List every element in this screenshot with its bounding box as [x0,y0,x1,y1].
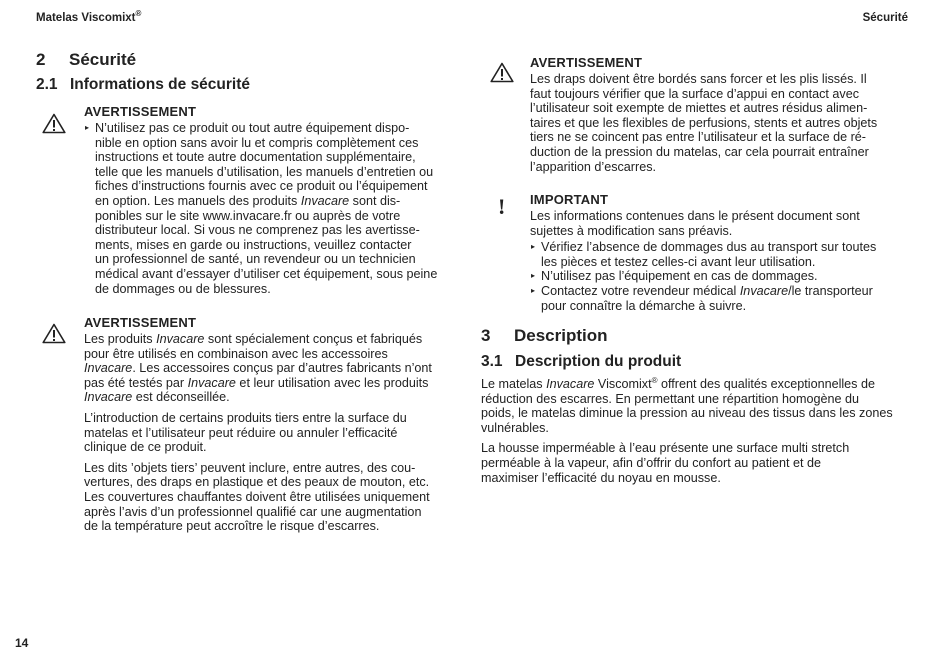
warning-triangle-icon [42,113,66,134]
warning-triangle-icon [490,62,514,83]
warning-box-3 [530,55,910,174]
page-number: 14 [15,636,29,650]
section-2-heading: 2 Sécurité [36,50,137,69]
warning-paragraph: Les draps doivent être bordés sans forcer et les plis lissés. Il faut toujours vérifier que la surface d’appui en contact avec l’utilisateur soit exempte de miettes et autres résidus alimen- taires et que les flexibles de perfusions, stents et autres objets tiers ne se coincent pas entre l’utilisateur et la surface de ré- duction de la pression du matelas, car cela pourrait entraîner l’apparition d’escarres. [530,72,878,174]
list-item: ▸ Vérifiez l’absence de dommages dus au transport sur toutes les pièces et testez celles-ci avant leur utilisation. [531,240,877,269]
triangle-bullet-icon: ▸ [531,285,536,295]
triangle-bullet-icon: ▸ [85,123,90,132]
section-3-1-heading: 3.1 Description du produit [481,353,682,370]
product-description [481,377,911,491]
list-item: ▸ Contactez votre revendeur médical Invacare/le transporteur pour connaître la démarche à suivre. [531,283,873,313]
important-list [530,240,910,313]
warning-triangle-icon [42,323,66,344]
triangle-bullet-icon: ▸ [531,271,536,281]
important-intro: Les informations contenues dans le présent document sont sujettes à modification sans préavis. [530,209,860,238]
running-header-left: Matelas Viscomixt® [36,9,142,24]
section-2-1-heading: 2.1 Informations de sécurité [36,76,251,93]
section-3-heading: 3 Description [481,326,608,345]
exclamation-icon: ! [498,194,506,219]
triangle-bullet-icon: ▸ [531,242,536,252]
warning-box-2 [84,315,459,540]
warning-title: AVERTISSEMENT [84,104,197,119]
warning-paragraph: Les produits Invacare sont spécialement conçus et fabriqués pour être utilisés en combinaison avec les accessoires Invacare. Les accessoires conçus par d’autres fabricants n’ont pas été testés par Invacare et leur utilisation avec les produits Invacare est déconseillée. [84,332,432,405]
important-title: IMPORTANT [530,192,609,207]
warning-title: AVERTISSEMENT [84,315,197,330]
running-header-right: Sécurité [862,12,908,24]
warning-list [84,121,459,296]
description-paragraph: Le matelas Invacare Viscomixt® offrent des qualités exceptionnelles de réduction des escarres. En permettant une répartition homogène du poids, le matelas diminue la pression au niveau des tissus dans les zones vulnérables. [481,375,893,435]
warning-title: AVERTISSEMENT [530,55,643,70]
important-box [530,192,910,313]
warning-box-1 [84,104,459,296]
description-paragraph: La housse imperméable à l’eau présente une surface multi stretch perméable à la vapeur, afin d’offrir du confort au patient et de maximiser l’efficacité du noyau en mousse. [481,441,850,485]
list-item: ▸ N’utilisez pas l’équipement en cas de dommages. [531,269,818,284]
warning-paragraph: L’introduction de certains produits tiers entre la surface du matelas et l’utilisateur peut réduire ou annuler l’efficacité clinique de ce produit. [84,410,407,455]
warning-paragraph: Les dits ’objets tiers’ peuvent inclure, entre autres, des cou- vertures, des draps en plastique et des peaux de mouton, etc. Les couvertures chauffantes doivent être utilisées uniquement après l’avis d’un professionnel qualifié car une augmentation de la température peut accroître le risque d’escarres. [84,460,430,534]
list-item: ▸ N’utilisez pas ce produit ou tout autre équipement dispo- nible en option sans avoir lu et compris complètement ces instructions et toute autre documentation supplémentaire, telle que les manuels d’utilisation, les manuels d’entretien ou fiches d’instructions fournis avec ce produit ou l’équipement en option. Les manuels des produits Invacare sont dis- ponibles sur le site www.invacare.fr ou auprès de votre distributeur local. Si vous ne comprenez pas les avertisse- ments, mises en garde ou instructions, veuillez contacter un professionnel de santé, un revendeur ou un technicien médical avant d’essayer d’utiliser cet équipement, sous peine de dommages ou de blessures. [85,121,438,296]
